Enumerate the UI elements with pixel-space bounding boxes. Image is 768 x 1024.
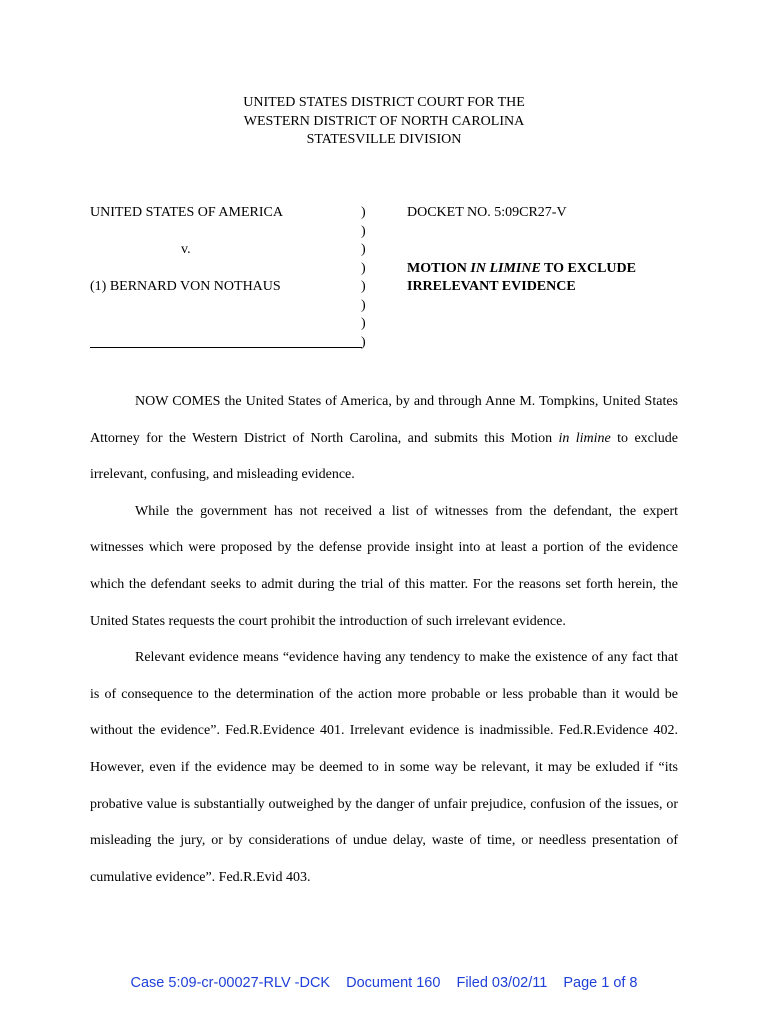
paragraph-1 xyxy=(90,384,678,494)
motion-title-suffix: TO EXCLUDE xyxy=(540,260,636,276)
court-name-line-2: WESTERN DISTRICT OF NORTH CAROLINA xyxy=(243,113,525,129)
motion-title-prefix: MOTION xyxy=(407,260,471,276)
caption-paren: ) xyxy=(361,334,366,350)
case-caption-parties xyxy=(90,204,350,297)
paragraph-3: Relevant evidence means “evidence having any tendency to make the existence of any fact that is of consequence to the determination of the action more probable or less probable than it would be without the evidence”. Fed.R.Evidence 401. Irrelevant evidence is inadmissible. Fed.R.Evidence 402. However, even if the evidence may be deemed to in some way be relevant, it may be exluded if “its probative value is substantially outweighed by the danger of unfair prejudice, confusion of the issues, or misleading the jury, or by considerations of undue delay, waste of time, or needless presentation of cumulative evidence”. Fed.R.Evid 403. xyxy=(90,650,678,885)
case-caption-docket xyxy=(407,204,707,297)
footer-case-number: Case 5:09-cr-00027-RLV -DCK xyxy=(130,975,331,991)
paragraph-1-text-end: to exclude irrelevant, confusing, and misleading evidence. xyxy=(90,430,678,483)
plaintiff-name: UNITED STATES OF AMERICA xyxy=(90,205,283,220)
footer-filed-date: Filed 03/02/11 xyxy=(456,975,548,991)
caption-paren: ) xyxy=(361,223,366,239)
footer-document: Document 160 xyxy=(346,975,441,991)
paragraph-2: While the government has not received a list of witnesses from the defendant, the expert witnesses which were proposed by the defense provide insight into at least a portion of the evidence which the defendant seeks to admit during the trial of this matter. For the reasons set forth herein, the United States requests the court prohibit the introduction of such irrelevant evidence. xyxy=(90,503,678,629)
court-header xyxy=(0,94,768,150)
paragraph-1-italic: in limine xyxy=(558,430,611,446)
motion-title-line-2: IRRELEVANT EVIDENCE xyxy=(407,279,576,294)
caption-paren: ) xyxy=(361,316,366,331)
versus-label: v. xyxy=(181,242,191,257)
court-division: STATESVILLE DIVISION xyxy=(306,132,462,147)
caption-paren: ) xyxy=(361,279,366,294)
caption-paren: ) xyxy=(361,260,366,276)
caption-paren: ) xyxy=(361,205,366,220)
caption-parentheses xyxy=(361,204,366,352)
footer-page-number: Page 1 of 8 xyxy=(563,975,638,991)
caption-paren: ) xyxy=(361,242,366,257)
motion-body xyxy=(90,384,678,896)
defendant-name: (1) BERNARD VON NOTHAUS xyxy=(90,279,281,294)
docket-number: DOCKET NO. 5:09CR27-V xyxy=(407,205,567,220)
caption-paren: ) xyxy=(361,297,366,313)
ecf-footer xyxy=(0,975,768,991)
caption-underline xyxy=(90,347,362,348)
motion-title-italic: IN LIMINE xyxy=(470,260,541,276)
court-name-line-1: UNITED STATES DISTRICT COURT FOR THE xyxy=(243,95,525,110)
paragraph-1-text: NOW COMES the United States of America, by and through Anne M. Tompkins, United States Attorney for the Western District of North Carolina, and submits this Motion xyxy=(90,394,678,446)
motion-title xyxy=(407,260,707,297)
